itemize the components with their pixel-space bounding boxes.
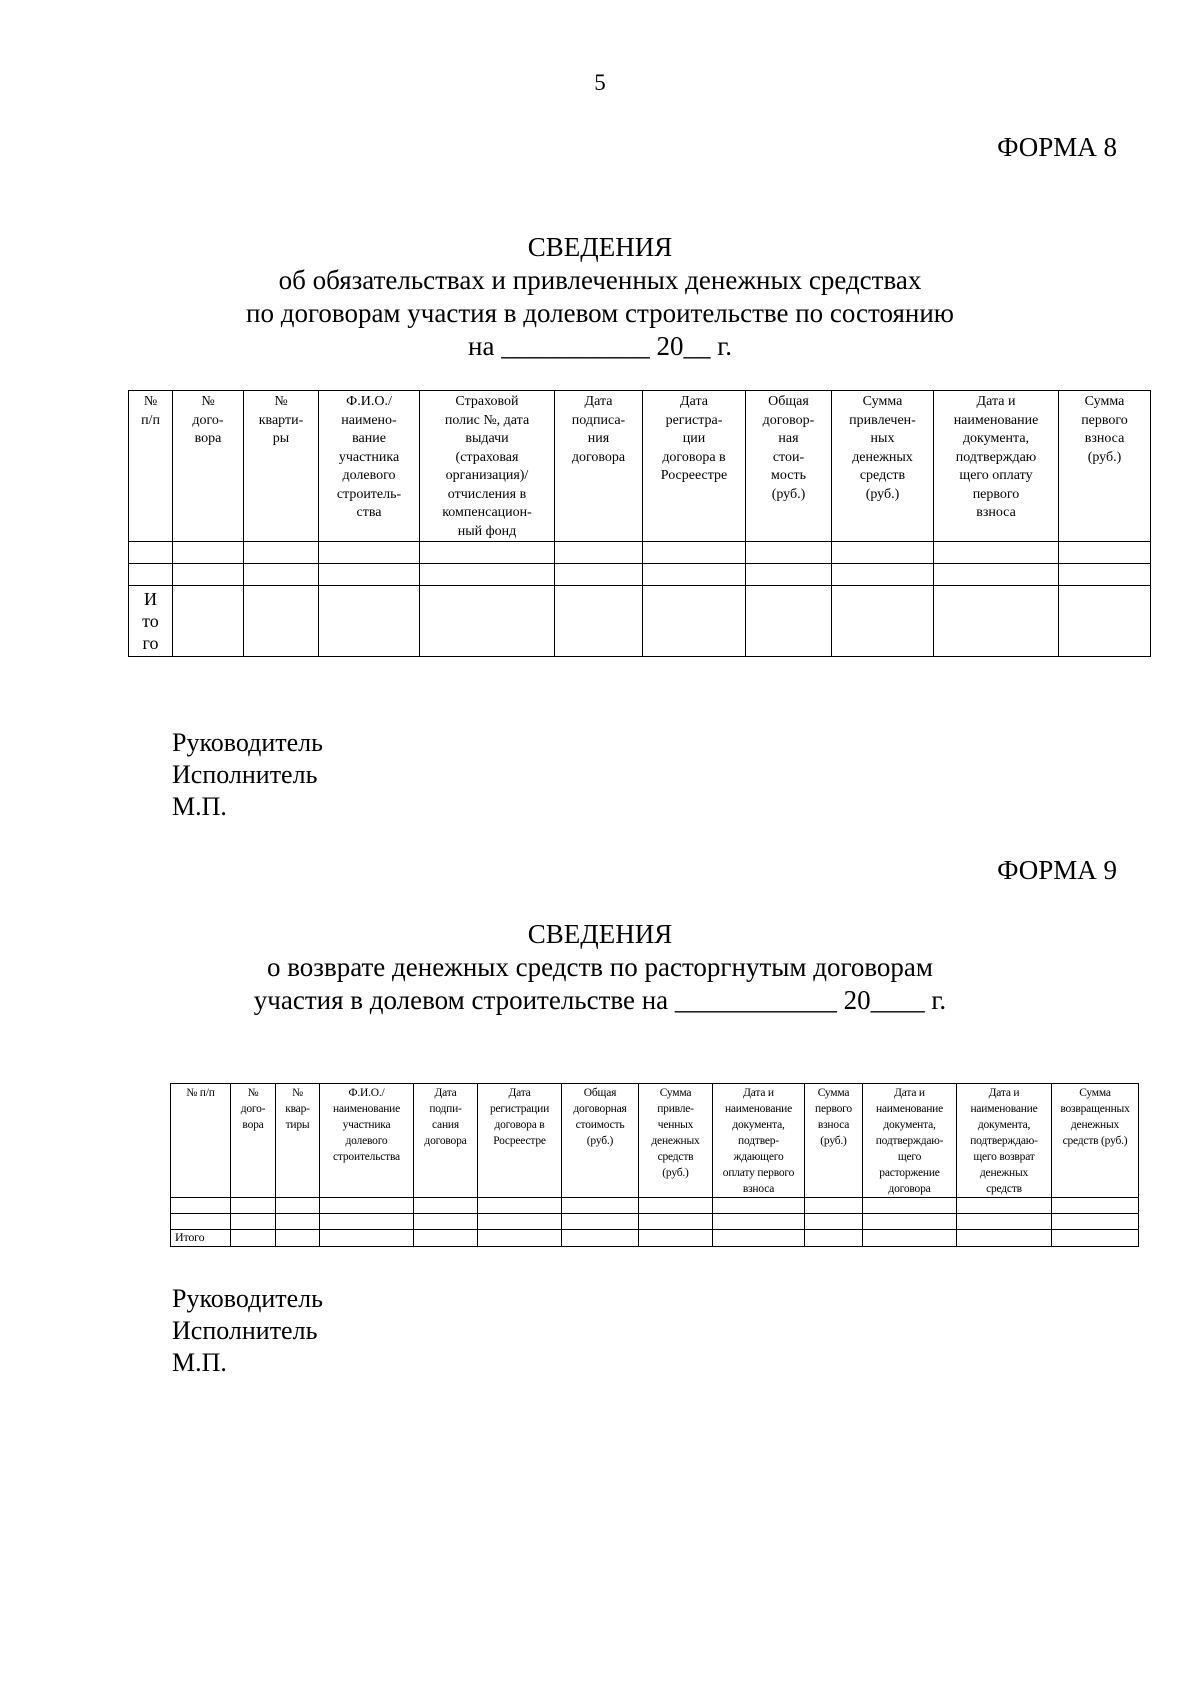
column-header: Дата и наименование документа, подтверждаю- щего возврат денежных средств xyxy=(957,1084,1052,1198)
table-cell[interactable] xyxy=(643,586,746,657)
form9-label: ФОРМА 9 xyxy=(997,855,1117,885)
table-cell[interactable] xyxy=(555,542,643,564)
column-header: Дата подпи- сания договора xyxy=(414,1084,478,1198)
table-cell[interactable] xyxy=(1059,564,1151,586)
column-header: Ф.И.О./ наимено- вание участника долевого строитель- ства xyxy=(319,391,420,542)
table-cell[interactable] xyxy=(746,586,832,657)
column-header: Страховой полис №, дата выдачи (страховая организация)/ отчисления в компенсацион- ный фонд xyxy=(420,391,555,542)
table-cell[interactable] xyxy=(1059,542,1151,564)
column-header: № дого- вора xyxy=(231,1084,276,1198)
table-cell[interactable] xyxy=(420,586,555,657)
table-cell[interactable] xyxy=(863,1198,957,1214)
form9-title-line: СВЕДЕНИЯ xyxy=(527,919,673,949)
column-header: Дата и наименование документа, подтверждаю- щего расторжение договора xyxy=(863,1084,957,1198)
table-row xyxy=(129,542,1151,564)
table-cell[interactable] xyxy=(244,564,319,586)
form8-table xyxy=(128,390,1151,657)
table-cell[interactable] xyxy=(805,1198,863,1214)
table-cell[interactable] xyxy=(746,564,832,586)
total-label: Итого xyxy=(171,1230,231,1247)
column-header: № п/п xyxy=(171,1084,231,1198)
table-cell[interactable] xyxy=(639,1198,713,1214)
table-cell[interactable] xyxy=(173,542,244,564)
column-header: Сумма привлечен- ных денежных средств (руб.) xyxy=(832,391,934,542)
table-cell[interactable] xyxy=(934,586,1059,657)
table-cell[interactable] xyxy=(129,564,173,586)
table-cell[interactable] xyxy=(319,586,420,657)
table-cell[interactable] xyxy=(244,542,319,564)
form9-title-line: о возврате денежных средств по расторгнутым договорам xyxy=(266,952,933,982)
column-header: Сумма первого взноса (руб.) xyxy=(805,1084,863,1198)
table-cell[interactable] xyxy=(957,1198,1052,1214)
table-row xyxy=(171,1214,1139,1230)
table-cell[interactable] xyxy=(231,1214,276,1230)
table-cell[interactable] xyxy=(244,586,319,657)
form9-header-row xyxy=(171,1084,1139,1198)
table-cell[interactable] xyxy=(957,1214,1052,1230)
table-cell[interactable] xyxy=(713,1198,805,1214)
table-cell[interactable] xyxy=(320,1230,414,1247)
table-cell[interactable] xyxy=(832,586,934,657)
total-row xyxy=(129,586,1151,657)
table-cell[interactable] xyxy=(231,1230,276,1247)
signature-line: Руководитель xyxy=(172,1284,323,1313)
column-header: Дата и наименование документа, подтверждаю щего оплату первого взноса xyxy=(934,391,1059,542)
column-header: Сумма первого взноса (руб.) xyxy=(1059,391,1151,542)
table-cell[interactable] xyxy=(276,1230,320,1247)
table-cell[interactable] xyxy=(478,1198,562,1214)
column-header: Дата и наименование документа, подтвер- ждающего оплату первого взноса xyxy=(713,1084,805,1198)
column-header: Сумма возвращенных денежных средств (руб.) xyxy=(1052,1084,1139,1198)
column-header: № п/п xyxy=(129,391,173,542)
table-cell[interactable] xyxy=(276,1214,320,1230)
table-cell[interactable] xyxy=(713,1214,805,1230)
table-cell[interactable] xyxy=(320,1214,414,1230)
table-cell[interactable] xyxy=(639,1230,713,1247)
table-cell[interactable] xyxy=(934,564,1059,586)
table-cell[interactable] xyxy=(420,564,555,586)
table-cell[interactable] xyxy=(414,1214,478,1230)
column-header: Ф.И.О./ наименование участника долевого строительства xyxy=(320,1084,414,1198)
table-cell[interactable] xyxy=(420,542,555,564)
form8-label: ФОРМА 8 xyxy=(997,132,1117,162)
column-header: Общая договор- ная стои- мость (руб.) xyxy=(746,391,832,542)
column-header: Общая договорная стоимость (руб.) xyxy=(562,1084,639,1198)
table-cell[interactable] xyxy=(643,564,746,586)
column-header: № квар- тиры xyxy=(276,1084,320,1198)
form8-title-line: об обязательствах и привлеченных денежных средствах xyxy=(278,265,922,295)
table-row xyxy=(171,1198,1139,1214)
form8-title-line: на ___________ 20__ г. xyxy=(468,331,732,361)
table-cell[interactable] xyxy=(555,564,643,586)
column-header: Дата подписа- ния договора xyxy=(555,391,643,542)
column-header: Сумма привле- ченных денежных средств (руб.) xyxy=(639,1084,713,1198)
form8-title-line: СВЕДЕНИЯ xyxy=(527,232,673,262)
table-row xyxy=(129,564,1151,586)
signature-line: Исполнитель xyxy=(172,760,318,789)
column-header: Дата регистрации договора в Росреестре xyxy=(478,1084,562,1198)
total-row xyxy=(171,1230,1139,1247)
table-cell[interactable] xyxy=(746,542,832,564)
table-cell[interactable] xyxy=(957,1230,1052,1247)
table-cell[interactable] xyxy=(173,586,244,657)
page-number: 5 xyxy=(594,70,606,95)
table-cell[interactable] xyxy=(1052,1198,1139,1214)
column-header: № дого- вора xyxy=(173,391,244,542)
table-cell[interactable] xyxy=(478,1214,562,1230)
table-cell[interactable] xyxy=(713,1230,805,1247)
table-cell[interactable] xyxy=(414,1230,478,1247)
table-cell[interactable] xyxy=(863,1230,957,1247)
table-cell[interactable] xyxy=(562,1214,639,1230)
table-cell[interactable] xyxy=(320,1198,414,1214)
table-cell[interactable] xyxy=(1059,586,1151,657)
column-header: № кварти- ры xyxy=(244,391,319,542)
table-cell[interactable] xyxy=(562,1198,639,1214)
table-cell[interactable] xyxy=(934,542,1059,564)
table-cell[interactable] xyxy=(1052,1230,1139,1247)
form8-title-line: по договорам участия в долевом строительстве по состоянию xyxy=(246,298,954,328)
table-cell[interactable] xyxy=(171,1214,231,1230)
table-cell[interactable] xyxy=(555,586,643,657)
form9-title xyxy=(0,918,1200,1017)
table-cell[interactable] xyxy=(562,1230,639,1247)
signature-block xyxy=(172,1283,323,1379)
table-cell[interactable] xyxy=(319,542,420,564)
signature-line: М.П. xyxy=(172,792,227,821)
table-cell[interactable] xyxy=(171,1198,231,1214)
signature-line: Исполнитель xyxy=(172,1316,318,1345)
table-cell[interactable] xyxy=(129,542,173,564)
form9-table xyxy=(170,1083,1139,1247)
table-cell[interactable] xyxy=(805,1214,863,1230)
form8-title xyxy=(0,231,1200,363)
table-cell[interactable] xyxy=(832,564,934,586)
table-cell[interactable] xyxy=(643,542,746,564)
total-label: И то го xyxy=(129,586,173,657)
table-cell[interactable] xyxy=(478,1230,562,1247)
table-cell[interactable] xyxy=(832,542,934,564)
table-cell[interactable] xyxy=(276,1198,320,1214)
column-header: Дата регистра- ции договора в Росреестре xyxy=(643,391,746,542)
table-cell[interactable] xyxy=(173,564,244,586)
form8-header-row xyxy=(129,391,1151,542)
table-cell[interactable] xyxy=(639,1214,713,1230)
form9-title-line: участия в долевом строительстве на ____________ 20____ г. xyxy=(253,985,947,1015)
table-cell[interactable] xyxy=(319,564,420,586)
table-cell[interactable] xyxy=(805,1230,863,1247)
signature-line: М.П. xyxy=(172,1348,227,1377)
table-cell[interactable] xyxy=(863,1214,957,1230)
table-cell[interactable] xyxy=(414,1198,478,1214)
signature-block xyxy=(172,727,323,823)
table-cell[interactable] xyxy=(231,1198,276,1214)
table-cell[interactable] xyxy=(1052,1214,1139,1230)
signature-line: Руководитель xyxy=(172,728,323,757)
